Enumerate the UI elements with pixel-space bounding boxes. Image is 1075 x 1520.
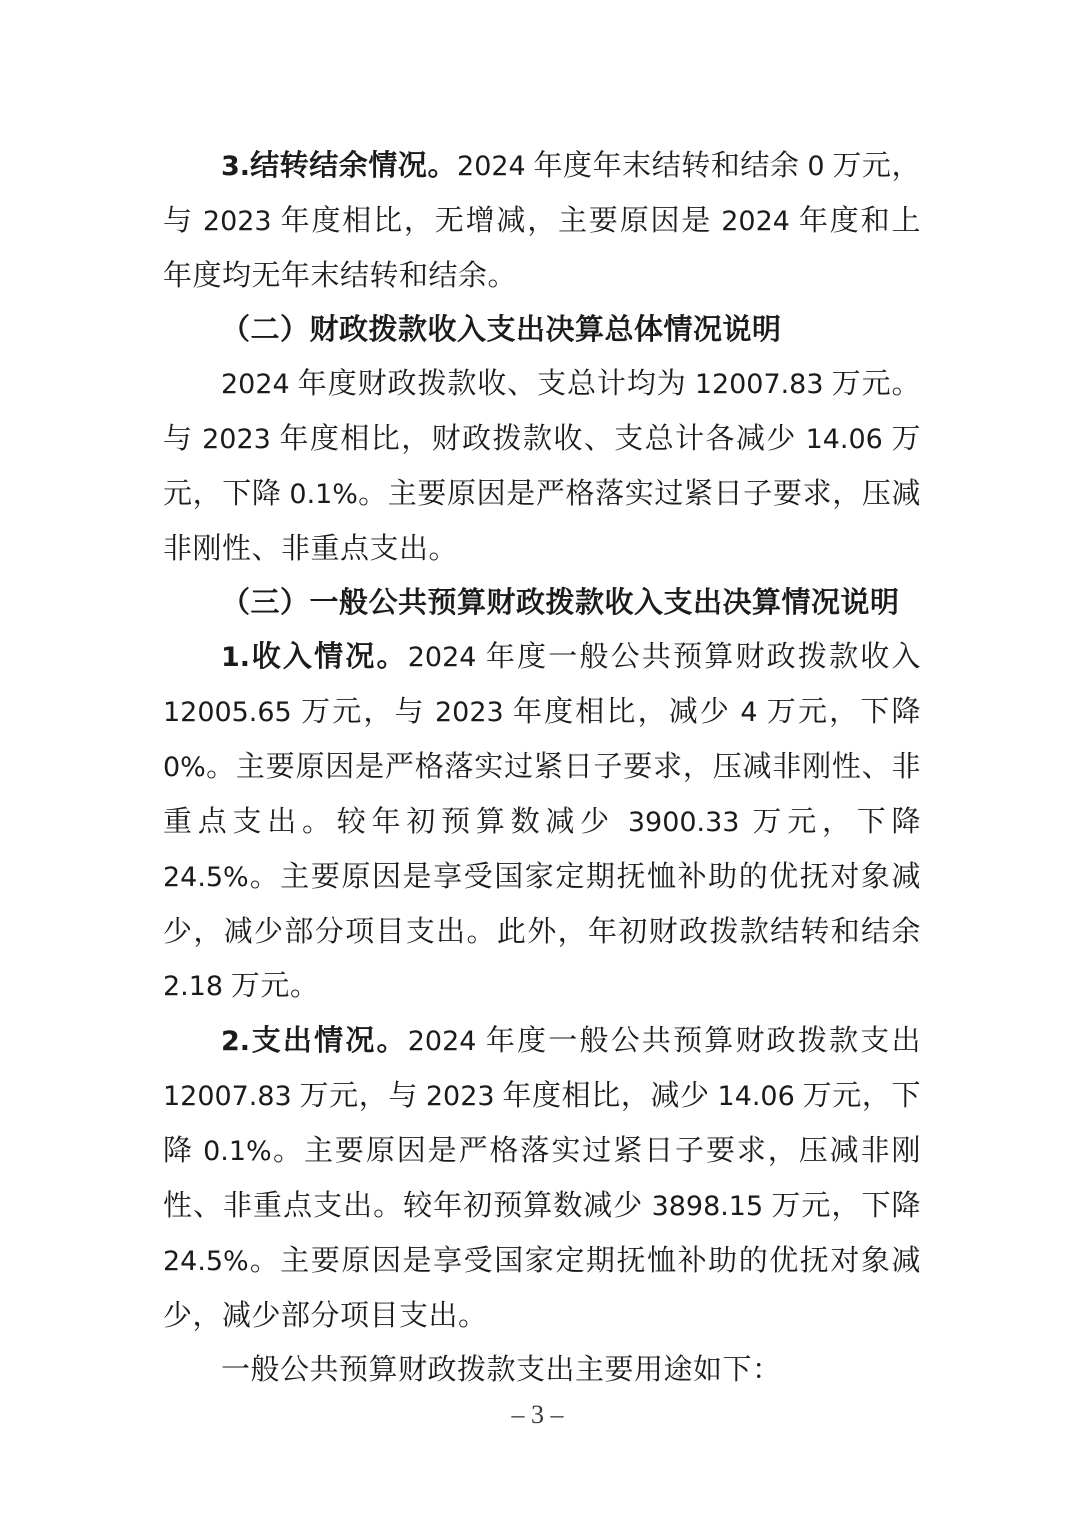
page-footer <box>0 1400 1075 1430</box>
heading-section-ii <box>163 303 921 357</box>
text-run: 2.18 <box>163 971 224 1002</box>
text-run: 年度相比，财政拨款收、支总计各减少 <box>270 423 806 455</box>
text-run: 年度和上年度均无年末结转和结余。 <box>163 205 921 292</box>
bold-text-run: 支出情况。 <box>250 1025 408 1057</box>
text-run: 12007.83 <box>163 1081 292 1112</box>
text-run: 3900.33 <box>627 807 740 838</box>
text-run: 0% <box>163 752 206 783</box>
text-run: 0 <box>807 151 825 182</box>
document-body <box>163 139 929 1397</box>
text-run: 3898.15 <box>651 1191 764 1222</box>
text-run: 。主要原因是严格落实过紧日子要求，压减非刚性、非重点支出。 <box>163 478 921 565</box>
para-expenditure-usage-intro <box>163 1343 921 1397</box>
text-run: 年度相比，减少 <box>503 696 741 728</box>
text-run: 万元，与 <box>163 150 921 237</box>
bold-text-run: 收入情况。 <box>250 641 408 673</box>
text-run: 年度财政拨款收、支总计均为 <box>289 368 695 400</box>
text-run: 万元，下降 <box>163 423 921 510</box>
text-run: 一般公共预算财政拨款支出主要用途如下： <box>221 1354 782 1386</box>
text-run: 2023 <box>435 697 504 728</box>
text-run: 万元，下降 <box>163 1080 921 1167</box>
text-run: 。主要原因是严格落实过紧日子要求，压减非刚性、非重点支出。较年初预算数减少 <box>163 751 921 838</box>
text-run: 年度年末结转和结余 <box>525 150 808 182</box>
text-run: 0.1% <box>203 1136 272 1167</box>
para-income-situation <box>163 630 929 1014</box>
text-run: 年度一般公共预算财政拨款收入 <box>476 641 929 673</box>
bold-text-run: 2. <box>221 1026 251 1057</box>
text-run: 4 <box>740 697 758 728</box>
text-run: 2024 <box>407 642 477 673</box>
text-run: 万元，下降 <box>739 806 929 838</box>
text-run: 24.5% <box>163 862 249 893</box>
text-run: 万元。与 <box>163 368 921 455</box>
text-run: 2023 <box>202 206 272 237</box>
text-run: 年度相比，无增减，主要原因是 <box>271 205 722 237</box>
para-carryover-balance <box>163 139 921 303</box>
heading-section-iii <box>163 576 921 630</box>
bold-text-run: 结转结余情况。 <box>250 150 458 182</box>
text-run: 。主要原因是严格落实过紧日子要求，压减非刚性、非重点支出。较年初预算数减少 <box>163 1135 921 1222</box>
text-run: 0.1% <box>289 479 358 510</box>
text-run: 14.06 <box>717 1081 795 1112</box>
text-run: 万元。 <box>223 970 320 1002</box>
para-fiscal-appropriation-total <box>163 357 921 576</box>
text-run: 2024 <box>721 206 790 237</box>
bold-text-run: 1. <box>221 642 251 673</box>
text-run: 12005.65 <box>163 697 292 728</box>
text-run: 24.5% <box>163 1246 249 1277</box>
text-run: 2023 <box>202 424 271 455</box>
text-run: 12007.83 <box>694 369 824 400</box>
para-expenditure-situation <box>163 1014 929 1343</box>
text-run: 万元，下降 <box>763 1190 929 1222</box>
bold-text-run: （二）财政拨款收入支出决算总体情况说明 <box>221 314 782 346</box>
text-run: 万元，与 <box>291 696 435 728</box>
bold-text-run: （三）一般公共预算财政拨款收入支出决算情况说明 <box>221 587 900 619</box>
text-run: 2024 <box>457 151 526 182</box>
text-run: 14.06 <box>805 424 883 455</box>
text-run: 2024 <box>221 369 290 400</box>
text-run: 年度一般公共预算财政拨款支出 <box>476 1025 929 1057</box>
text-run: 。主要原因是享受国家定期抚恤补助的优抚对象减少，减少部分项目支出。 <box>163 1245 921 1332</box>
text-run: 万元，下降 <box>757 696 929 728</box>
bold-text-run: 3. <box>221 151 251 182</box>
text-run: 万元，与 <box>291 1080 426 1112</box>
page-number: – 3 – <box>511 1400 564 1429</box>
text-run: 2024 <box>407 1026 477 1057</box>
text-run: 年度相比，减少 <box>494 1080 718 1112</box>
text-run: 2023 <box>425 1081 495 1112</box>
text-run: 。主要原因是享受国家定期抚恤补助的优抚对象减少，减少部分项目支出。此外，年初财政拨款结转和结余 <box>163 861 929 948</box>
